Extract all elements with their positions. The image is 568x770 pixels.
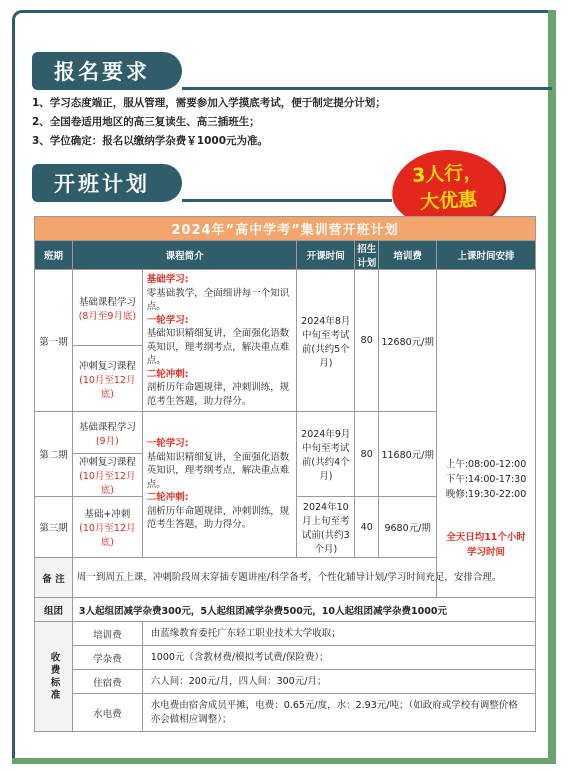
content-head: 二轮冲刺: (146, 492, 189, 504)
phase-3-name: 第三期 (35, 497, 73, 558)
course-period: (10月至12月底) (79, 471, 136, 496)
group-text: 3人起组团减学杂费300元，5人起组团减学杂费500元，10人起组团减学杂费1000元 (72, 598, 535, 622)
course-period: (10月至12月底) (79, 374, 136, 400)
course-name: 基础+冲刺 (84, 509, 131, 520)
content-text: 基础知识精细复讲，全面强化语数英知识，理考纲考点，解决重点难点。 (146, 451, 290, 490)
fee-name: 水电费 (72, 694, 142, 732)
group-label: 组团 (35, 598, 73, 622)
section-title-requirements: 报名要求 (54, 60, 150, 84)
header-fee: 培训费 (379, 241, 437, 270)
fee-name: 培训费 (72, 622, 142, 646)
section-underline (182, 199, 392, 202)
requirement-item: 2、全国卷适用地区的高三复读生、高三插班生； (32, 116, 260, 128)
promo-line-2: 大优惠 (419, 188, 478, 214)
course-name: 基础课程学习 (78, 296, 136, 308)
class-plan-table (34, 216, 536, 732)
phase-1-start: 2024年8月中旬至考试前(共约5个月) (297, 270, 355, 412)
header-phase: 班期 (35, 241, 73, 270)
section-header-plan (32, 164, 182, 202)
phase-3-start: 2024年10月上旬至考试前(共约3个月) (297, 497, 355, 558)
frame-bottom-bar (12, 758, 556, 764)
course-period: (9月) (95, 435, 119, 447)
table-title: 2024年“高中学考”集训营开班计划 (35, 217, 536, 241)
remark-label: 备 注 (35, 558, 73, 598)
content-text: 剖析历年命题规律，冲刺训练，规范考生答题，助力得分。 (146, 505, 290, 531)
course-period: (10月至12月底) (79, 523, 136, 548)
content-text: 零基础教学，全面细讲每一个知识点。 (146, 287, 290, 312)
phase-1-content (142, 270, 297, 412)
phase-3-fee: 9680元/期 (379, 497, 437, 558)
course-name: 冲刺复习课程 (78, 360, 136, 372)
requirement-item: 1、学习态度端正，服从管理，需要参加入学摸底考试，便于制定提分计划； (32, 97, 386, 109)
section-underline (182, 87, 552, 90)
phase-1-quota: 80 (355, 270, 379, 412)
fee-name: 学杂费 (72, 646, 142, 670)
content-head: 一轮学习: (146, 438, 189, 450)
course-name: 冲刺复习课程 (78, 457, 136, 468)
phase-2-course-2 (72, 454, 142, 497)
content-head: 一轮学习: (146, 314, 189, 326)
schedule-night: 晚修:19:30-22:00 (445, 489, 527, 500)
promo-line-1: 3人行， (411, 161, 483, 187)
schedule-cell (437, 270, 536, 598)
phase-1-course-2 (72, 346, 142, 412)
table-header-row (35, 241, 536, 270)
fee-value: 1000元（含教材费/模拟考试费/保险费）； (142, 646, 535, 670)
fee-value: 由蓝缘教育委托广东轻工职业技术大学收取； (142, 622, 535, 646)
course-period: (8月至9月底) (78, 310, 137, 322)
content-text: 剖析历年命题规律，冲刺训练，规范考生答题，助力得分。 (146, 382, 290, 407)
header-start: 开课时间 (297, 241, 355, 270)
content-head: 二轮冲刺: (146, 368, 189, 380)
schedule-pm: 下午:14:00-17:30 (445, 474, 527, 485)
schedule-note: 全天日均11个小时学习时间 (446, 532, 526, 558)
phase-3-quota: 40 (355, 497, 379, 558)
schedule-am: 上午:08:00-12:00 (445, 459, 527, 470)
phase-2-start: 2024年9月中旬至考试前(共约4个月) (297, 412, 355, 497)
fee-name: 住宿费 (72, 670, 142, 694)
content-head: 基础学习: (146, 274, 189, 285)
fee-label: 收费标准 (48, 651, 60, 702)
fee-label-cell (35, 622, 73, 732)
phase-1-fee: 12680元/期 (379, 270, 437, 412)
header-quota: 招生计划 (355, 241, 379, 270)
fee-value: 水电费由宿舍成员平摊，电费：0.65元/度，水：2.93元/吨；（如政府或学校有调整价格亦会做相应调整）； (142, 694, 535, 732)
shared-content (142, 412, 297, 558)
phase-2-quota: 80 (355, 412, 379, 497)
fee-value: 六人间：200元/月，四人间：300元/月； (142, 670, 535, 694)
remark-text: 周一到周五上课，冲刺阶段周末穿插专题讲座/科学备考，个性化辅导计划/学习时间充足，安排合理。 (72, 558, 535, 598)
phase-1-name: 第一期 (35, 270, 73, 412)
section-header-requirements (32, 52, 182, 90)
course-name: 基础课程学习 (78, 421, 136, 433)
requirements-list (32, 94, 532, 151)
header-schedule: 上课时间安排 (437, 241, 536, 270)
phase-2-course-1 (72, 412, 142, 454)
requirement-item: 3、学位确定：报名以缴纳学杂费￥1000元为准。 (32, 135, 269, 147)
phase-2-fee: 11680元/期 (379, 412, 437, 497)
content-text: 基础知识精细复讲，全面强化语数英知识，理考纲考点，解决重点难点。 (146, 328, 290, 366)
phase-3-course-1 (72, 497, 142, 558)
header-course: 课程简介 (72, 241, 296, 270)
phase-2-name: 第二期 (35, 412, 73, 497)
phase-1-course-1 (72, 270, 142, 346)
frame-right-bar (548, 10, 556, 760)
section-title-plan: 开班计划 (54, 172, 150, 196)
